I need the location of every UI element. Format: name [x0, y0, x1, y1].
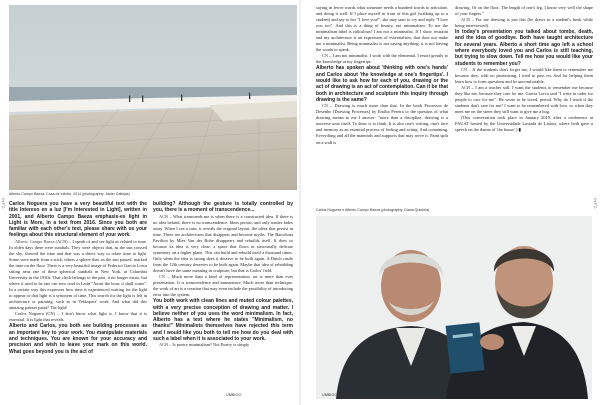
left-footer: UMBIGO: [226, 393, 242, 397]
question-paragraph: In today's presentation you talked about tombs, death, and the idea of goodbye. Both have taught architecture for several years. Alberto a short time ago left a school where everybody loved you and Carlos is still teaching, but trying to slow down. Tell me how you would like your students to remember you?: [455, 29, 593, 67]
house-of-infinity-image: [9, 5, 297, 190]
left-side-label: INFO: [1, 198, 6, 209]
answer-text: – Much more than a kind of representation, art is more than ever presentation. It is transcendence and immanence. Much more than technique, the work of art is a creation that may even include the possibility of introducing error into the system.: [153, 274, 293, 298]
right-footer: UMBIGO: [322, 393, 338, 397]
right-column-3: [316, 5, 448, 146]
question-continued: building? Although the gesture is totally controlled by you, there is a moment of transcendence...: [153, 201, 293, 214]
closing-note: [455, 115, 593, 133]
answer-text: – I speak of and see light as related to time. In olden days there were sundials. They were objects that, as the sun crossed the sky, showed the time and that was a direct way to relate time to light. Some were made from a stick, others a sphere that, as the sun passed, marked the time on the floor. There is a very beautiful image of Federico García Lorca sitting near one of these spherical sundials in New York, at Columbia University in the 1930s. That clock belongs to the past, it no longer exists, but where it used to be one can now read in Latin "Await the hour, it shall come". In a certain way this expresses how time is experienced waiting for the light to appear or that light is a synonym of time. This search for the light is felt in architecture or painting, such as in Velázquez' work. And what did this amazing painter paint? The light!: [9, 238, 147, 311]
answer-text: – Is poetry minimalism? Not Poetry is simply: [168, 342, 250, 348]
page-gutter: [299, 0, 301, 405]
speaker-label: CN: [159, 274, 166, 280]
closing-text: (This conversation took place in January 2019, after a conference at FAUAT hosted by the Universidade Lusíada de Lisboa, where both gave a speech on the theme of 'the house'.): [455, 115, 593, 133]
answer-paragraph: [153, 274, 293, 298]
speaker-label: CN: [322, 53, 329, 59]
question-paragraph: Alberto has spoken about 'thinking with one's hands' and Carlos about 'the knowledge at one's fingertips'. I would like to ask how for each of you, drawing or the act of drawing is an act of contemplation. Can it be that both in architecture and sculpture this inquiry through drawing is the same?: [316, 65, 448, 103]
answer-paragraph: Carlos Noguera (CN) – I don't know what light is. I know that it is essential. It is light that reveals.: [9, 311, 147, 323]
answer-paragraph: [455, 17, 593, 29]
answer-paragraph: saying in fewer words what someone needs a hundred words to articulate, and doing it well. If I place myself in front of this girl (walking up to a student) and say to her "I love you!", she may start to cry and reply "I love you too". And this is a thing of beauty, not minimalism. To me the minimalism label is ridiculous! I am not a minimalist. If I show restraint and my architecture is an expression of essentialism, that does not make me a minimalist. Being minimalist is not saying anything, it is not having the words to speak.: [316, 5, 448, 53]
architecture-photo: [9, 5, 297, 190]
answer-paragraph: [153, 342, 293, 348]
answer-paragraph: [9, 239, 147, 312]
answer-paragraph: [316, 103, 448, 145]
two-men-portrait-image: [316, 216, 592, 399]
speaker-label: Alberto Campo Baeza (ACB): [15, 238, 68, 244]
question-paragraph: You both work with clean lines and muted colour palettes, with a very precise conception of drawing and matter. I believe neither of you uses the word minimalism. In fact, Alberto has a text where he states "Minimalism, no thanks!" Minimalists themselves have rejected this term and I would like you both to tell me how do you deal with such a label when it is associated to your work.: [153, 298, 293, 343]
left-column-2: [153, 201, 293, 348]
answer-text: – Drawing is much more than that. In the book Processos de Desenho [Drawing Processes] by Emília Pereira to the question of what drawing means to me I answer: "more than a discipline, drawing is a universe unto itself. To draw is to think. It is also one's writing, one's face and memory as an essential process of feeling and acting. And containing. Everything and all the materials and supports that may serve it. Paint spilt on a wall is: [316, 103, 448, 145]
speaker-label: CN: [322, 103, 329, 109]
architecture-photo-caption: Alberto Campo Baeza, Casa de Infinito, 2014 (photography: Javier Callejas): [9, 192, 130, 196]
portrait-photo: [316, 216, 592, 399]
speaker-label: CN: [461, 66, 468, 72]
answer-paragraph: [455, 67, 593, 85]
end-mark-icon: ▮: [518, 127, 521, 133]
speaker-label: ACB: [461, 17, 471, 23]
portrait-photo-caption: Carlos Noguera e Alberto Campo Baeza (photography: Diana Quintela): [316, 208, 430, 212]
answer-paragraph: [455, 85, 593, 115]
answer-text: – For me drawing is just this (he draws in a student's book while being interviewed).: [455, 17, 593, 29]
answer-paragraph: [153, 214, 293, 274]
speaker-label: ACB: [159, 342, 169, 348]
answer-text: – I am a teacher still. I want the students to remember me because they like me, because they care for me. García Lorca said "I write in order for people to care for me". He wrote to be loved, period. Why do I teach if the students don't care for me? I want to be remembered with love, so when they meet me on the street they still want to give me a hug.: [455, 85, 593, 115]
right-column-4: [455, 5, 593, 133]
answer-paragraph: [316, 53, 448, 65]
speaker-label: ACB: [159, 213, 169, 219]
question-intro: Carlos Noguera you have a very beautiful text with the title Intereso en a luz [I'm Interested in Light], written in 2001, and Alberto Campo Baeza emphasis-es light in Light is More, in a text from 2016. Since you both are familiar with each other's text, please share with us your feelings about this structural element of your work.: [9, 201, 147, 239]
answer-text: – If the students don't forget me, I would like them to remember me because they, with no patronising, I tried to pass on. And for helping them learn how to form questions and be uncomfortable.: [455, 66, 593, 85]
speaker-label: ACB: [461, 85, 471, 91]
left-column-1: [9, 201, 147, 355]
answer-paragraph: drawing. Or on the floor. The length of one's leg. I know very well the shape of your fingers.": [455, 5, 593, 17]
answer-text: – I am not minimalist. I work with the elemental. I resort greatly to the knowledge at my fingertips.: [316, 53, 448, 65]
right-side-label: INFO: [593, 198, 598, 209]
answer-text: – What transcends me is when there is a constructed idea. If there is no idea behind, there is no transcendence. Ideas persist, and only matter fades away. When I see a ruin, it reveals the original layout, the ideas that persist in time. There are architectures that disappear and become myths. The Barcelona Pavilion by Mies Van der Rohe disappears and rebuilds itself. It does so because its idea is very clear: a space that flows in structurally delicate symmetry on a higher plane. This can build and rebuild itself a thousand times. Only when the idea is strong does it deserve to be built again. A Dutch castle from the 12th century deserves to be built again. Maybe that idea of rebuilding doesn't have the same meaning in sculpture, but that is Carlos' field.: [153, 213, 293, 274]
question-paragraph: Alberto and Carlos, you both see building processes as an important key to your work. You manipulate materials and techniques. You are known for your accuracy and precision and wish to leave your mark on this world. What goes beyond you is the act of: [9, 323, 147, 355]
